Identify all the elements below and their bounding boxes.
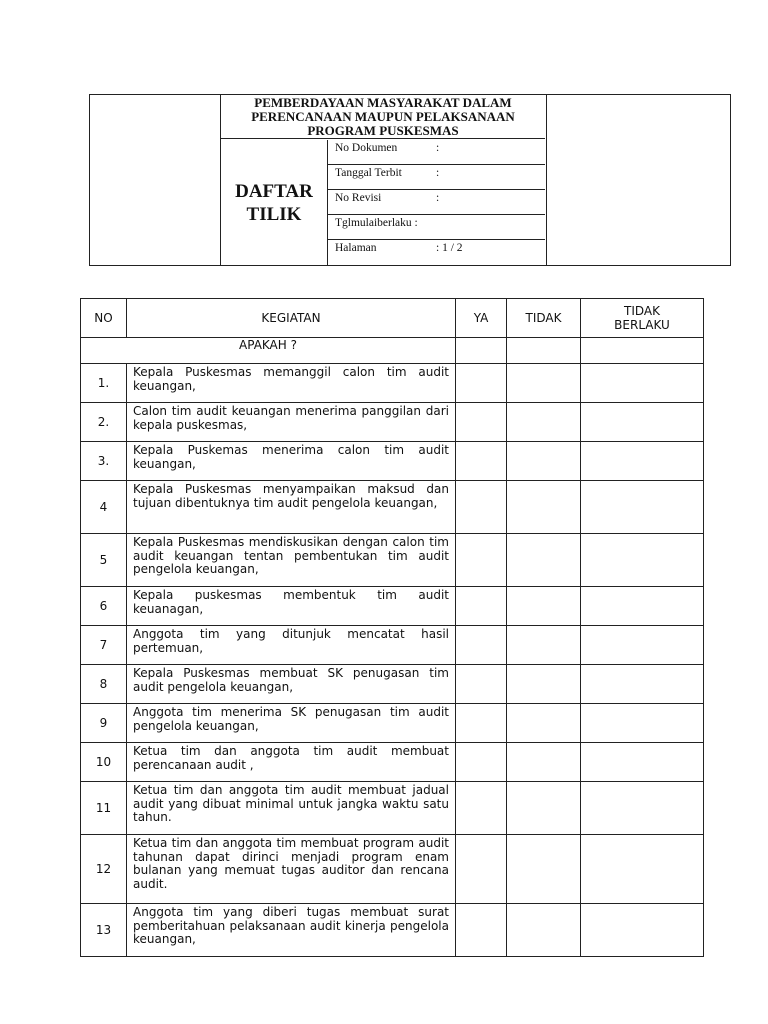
ya-cell[interactable] (456, 743, 507, 782)
col-header-ya: YA (456, 299, 507, 338)
meta-label: Tglmulaiberlaku : (335, 217, 418, 229)
ya-cell[interactable] (456, 835, 507, 904)
row-kegiatan: Calon tim audit keuangan menerima panggilan dari kepala puskesmas, (127, 403, 456, 442)
tidak-cell[interactable] (507, 626, 581, 665)
tidak-berlaku-cell[interactable] (581, 626, 704, 665)
title-line: PEMBERDAYAAN MASYARAKAT DALAM (254, 95, 512, 110)
tidak-cell[interactable] (507, 743, 581, 782)
meta-row-tgl-mulai-berlaku (328, 215, 545, 240)
tidak-cell[interactable] (507, 665, 581, 704)
table-row (81, 587, 704, 626)
row-number: 13 (81, 904, 127, 957)
meta-row-halaman (328, 240, 545, 265)
tidak-berlaku-cell[interactable] (581, 665, 704, 704)
meta-label: No Dokumen (335, 142, 398, 154)
document-meta (328, 140, 545, 265)
ya-cell[interactable] (456, 534, 507, 587)
tidak-cell[interactable] (507, 587, 581, 626)
row-kegiatan: Kepala Puskesmas memanggil calon tim audit keuangan, (127, 364, 456, 403)
section-label: APAKAH ? (81, 338, 456, 364)
ya-cell[interactable] (456, 587, 507, 626)
tidak-cell[interactable] (507, 442, 581, 481)
header-right-cell (546, 95, 731, 265)
row-kegiatan: Anggota tim yang ditunjuk mencatat hasil pertemuan, (127, 626, 456, 665)
row-kegiatan: Kepala Puskesmas membuat SK penugasan tim audit pengelola keuangan, (127, 665, 456, 704)
row-kegiatan: Ketua tim dan anggota tim audit membuat jadual audit yang dibuat minimal untuk jangka waktu satu tahun. (127, 782, 456, 835)
table-row (81, 403, 704, 442)
checklist-table (80, 298, 704, 957)
meta-value: : 1 / 2 (436, 242, 463, 254)
tidak-berlaku-cell[interactable] (581, 442, 704, 481)
row-number: 10 (81, 743, 127, 782)
meta-label: Halaman (335, 242, 377, 254)
ya-cell[interactable] (456, 904, 507, 957)
row-number: 9 (81, 704, 127, 743)
meta-value: : (436, 192, 440, 204)
meta-row-tanggal-terbit (328, 165, 545, 190)
tidak-berlaku-cell[interactable] (581, 481, 704, 534)
table-row (81, 481, 704, 534)
ya-cell[interactable] (456, 626, 507, 665)
tidak-berlaku-cell[interactable] (581, 403, 704, 442)
meta-row-no-revisi (328, 190, 545, 215)
ya-cell[interactable] (456, 782, 507, 835)
col-header-no: NO (81, 299, 127, 338)
row-number: 6 (81, 587, 127, 626)
row-kegiatan: Ketua tim dan anggota tim audit membuat perencanaan audit , (127, 743, 456, 782)
table-row (81, 442, 704, 481)
row-kegiatan: Anggota tim yang diberi tugas membuat surat pemberitahuan pelaksanaan audit kinerja pengelola keuangan, (127, 904, 456, 957)
row-number: 1. (81, 364, 127, 403)
row-number: 11 (81, 782, 127, 835)
tidak-cell[interactable] (507, 704, 581, 743)
table-row (81, 364, 704, 403)
meta-row-no-dokumen (328, 140, 545, 165)
tidak-berlaku-cell[interactable] (581, 704, 704, 743)
tidak-berlaku-cell[interactable] (581, 534, 704, 587)
tidak-berlaku-cell[interactable] (581, 782, 704, 835)
meta-label: No Revisi (335, 192, 382, 204)
row-number: 7 (81, 626, 127, 665)
document-title (221, 95, 545, 139)
ya-cell[interactable] (456, 442, 507, 481)
col-header-kegiatan: KEGIATAN (127, 299, 456, 338)
tidak-cell[interactable] (507, 403, 581, 442)
table-row (81, 626, 704, 665)
table-row (81, 665, 704, 704)
tidak-berlaku-cell[interactable] (581, 587, 704, 626)
tidak-berlaku-cell[interactable] (581, 338, 704, 364)
title-line: PERENCANAAN MAUPUN PELAKSANAAN (251, 109, 515, 124)
tidak-berlaku-cell[interactable] (581, 364, 704, 403)
col-header-tidak-berlaku (581, 299, 704, 338)
ya-cell[interactable] (456, 338, 507, 364)
tidak-cell[interactable] (507, 338, 581, 364)
row-kegiatan: Ketua tim dan anggota tim membuat program audit tahunan dapat dirinci menjadi program enam bulanan yang memuat tugas auditor dan rencana audit. (127, 835, 456, 904)
row-number: 3. (81, 442, 127, 481)
col-header-tidak-berlaku-line1: TIDAK (624, 304, 660, 318)
ya-cell[interactable] (456, 665, 507, 704)
row-number: 12 (81, 835, 127, 904)
meta-value: : (436, 142, 440, 154)
meta-value: : (436, 167, 440, 179)
table-row (81, 534, 704, 587)
row-kegiatan: Anggota tim menerima SK penugasan tim audit pengelola keuangan, (127, 704, 456, 743)
row-kegiatan: Kepala Puskesmas mendiskusikan dengan calon tim audit keuangan tentan pembentukan tim audit pengelola keuangan, (127, 534, 456, 587)
row-number: 8 (81, 665, 127, 704)
meta-label: Tanggal Terbit (335, 167, 402, 179)
table-row (81, 704, 704, 743)
tidak-cell[interactable] (507, 835, 581, 904)
table-row (81, 782, 704, 835)
document-header (89, 94, 731, 266)
tidak-cell[interactable] (507, 904, 581, 957)
table-header-row (81, 299, 704, 338)
section-row (81, 338, 704, 364)
doc-type-label: DAFTAR TILIK (221, 140, 328, 265)
row-kegiatan: Kepala Puskesmas menyampaikan maksud dan tujuan dibentuknya tim audit pengelola keuangan, (127, 481, 456, 534)
tidak-cell[interactable] (507, 782, 581, 835)
tidak-cell[interactable] (507, 481, 581, 534)
ya-cell[interactable] (456, 364, 507, 403)
title-line: PROGRAM PUSKESMAS (307, 123, 459, 138)
row-kegiatan: Kepala puskesmas membentuk tim audit keuanagan, (127, 587, 456, 626)
checklist-body (81, 338, 704, 957)
ya-cell[interactable] (456, 403, 507, 442)
tidak-berlaku-cell[interactable] (581, 904, 704, 957)
row-number: 5 (81, 534, 127, 587)
ya-cell[interactable] (456, 481, 507, 534)
row-number: 2. (81, 403, 127, 442)
col-header-tidak: TIDAK (507, 299, 581, 338)
logo-cell (90, 95, 221, 265)
ya-cell[interactable] (456, 704, 507, 743)
tidak-berlaku-cell[interactable] (581, 743, 704, 782)
tidak-cell[interactable] (507, 534, 581, 587)
row-kegiatan: Kepala Puskemas menerima calon tim audit keuangan, (127, 442, 456, 481)
table-row (81, 743, 704, 782)
tidak-cell[interactable] (507, 364, 581, 403)
tidak-berlaku-cell[interactable] (581, 835, 704, 904)
table-row (81, 835, 704, 904)
row-number: 4 (81, 481, 127, 534)
table-row (81, 904, 704, 957)
col-header-tidak-berlaku-line2: BERLAKU (614, 318, 670, 332)
